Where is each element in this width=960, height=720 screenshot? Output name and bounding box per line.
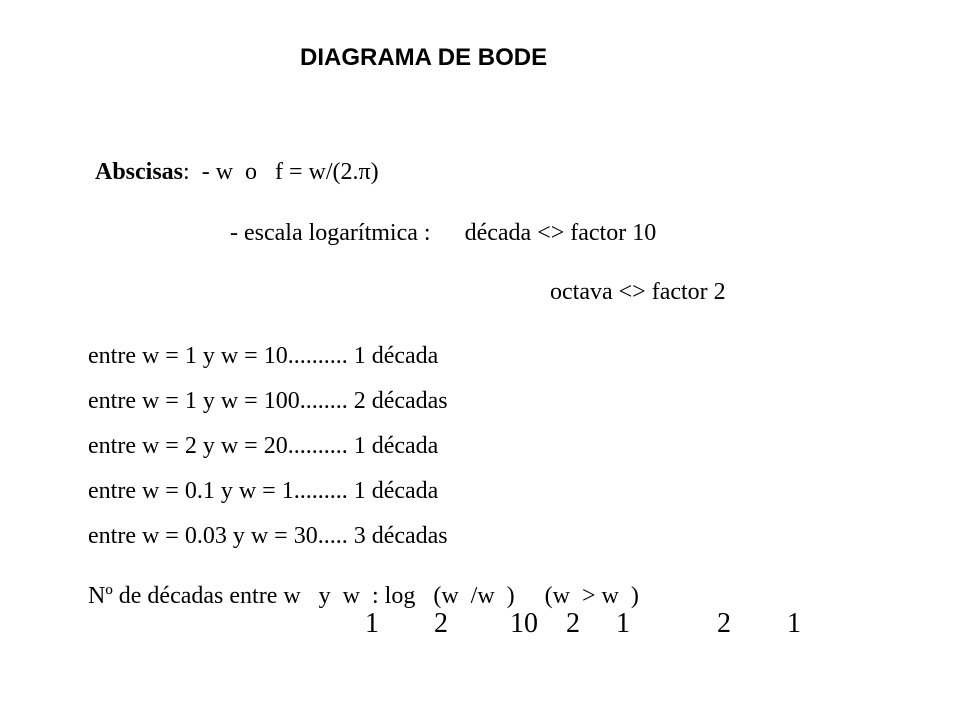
decade-example-row: entre w = 1 y w = 100........ 2 décadas [88,388,448,414]
abscisas-text: : - w o f = w/(2.π) [183,159,379,185]
decades-formula: Nº de décadas entre w y w : log (w /w ) (w > w ) [88,583,639,609]
abscisas-label: Abscisas [95,159,184,185]
decade-examples-list [88,344,448,569]
octave-factor-text: octava <> factor 2 [550,279,726,305]
decade-factor-text: década <> factor 10 [464,220,657,246]
formula-subscript: 1 [616,608,630,639]
abscisas-line [95,160,379,184]
decade-example-row: entre w = 0.1 y w = 1......... 1 década [88,478,439,504]
decade-example-row: entre w = 1 y w = 10.......... 1 década [88,343,439,369]
formula-subscript: 10 [510,608,538,639]
decade-example-row: entre w = 2 y w = 20.......... 1 década [88,433,439,459]
log-scale-line [230,221,656,245]
formula-subscript: 1 [787,608,801,639]
decade-example-row: entre w = 0.03 y w = 30..... 3 décadas [88,523,448,549]
log-scale-label: - escala logarítmica : [230,220,431,246]
formula-subscript: 1 [365,608,379,639]
slide-title: DIAGRAMA DE BODE [300,44,548,71]
formula-subscript: 2 [717,608,731,639]
formula-subscript: 2 [566,608,580,639]
formula-subscript: 2 [434,608,448,639]
